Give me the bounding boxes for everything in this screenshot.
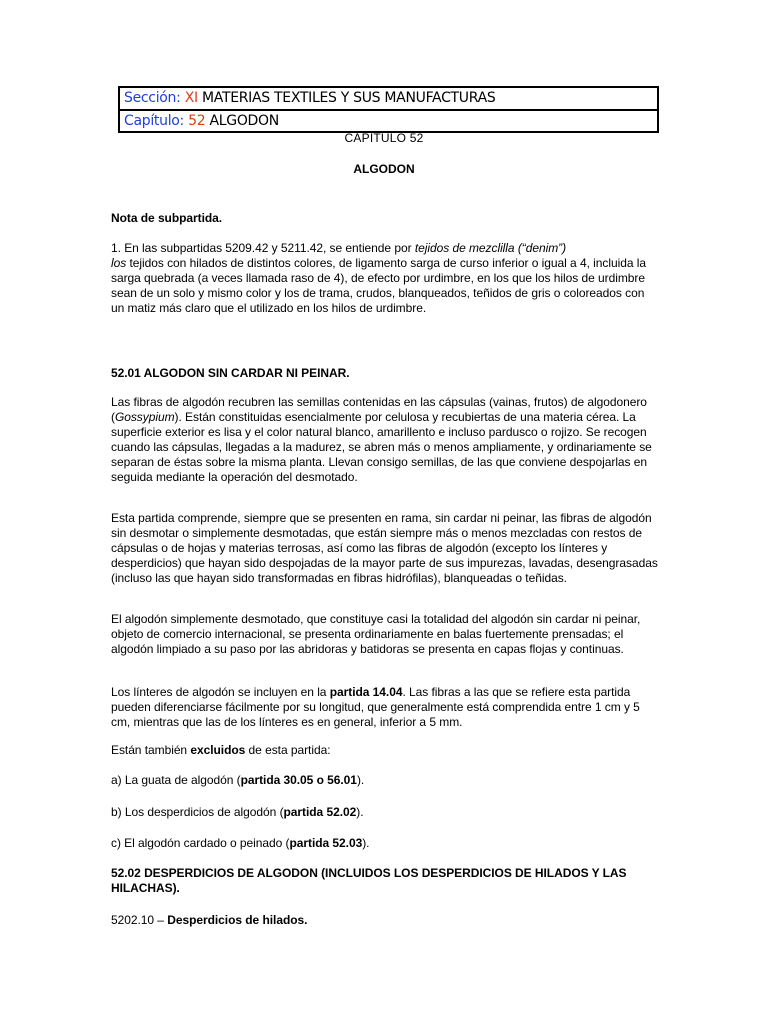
chapter-name-title: ALGODON (353, 162, 415, 176)
exclusion-item-b: b) Los desperdicios de algodón (partida 52.02). (111, 805, 364, 819)
capitulo-number: 52 (188, 113, 206, 129)
seccion-label: Sección: (124, 90, 181, 106)
exclusion-item-a: a) La guata de algodón (partida 30.05 o 56.01). (111, 773, 365, 787)
paragraph-5201-1: Las fibras de algodón recubren las semillas contenidas en las cápsulas (vainas, frutos) de algodonero (Gossypium). Están constituidas esencialmente por celulosa y recubiertas de una materia cérea. La superficie exterior es lisa y el color natural blanco, amarillento e incluso pardusco o rojizo. Se recogen cuando las cápsulas, llegadas a la madurez, se abren más o menos ampliamente, y ordinariamente se separan de éstas sobre la misma planta. Llevan consigo semillas, de las que conviene despojarlas en seguida mediante la operación del desmotado. (111, 395, 652, 485)
heading-5201: 52.01 ALGODON SIN CARDAR NI PEINAR. (111, 366, 350, 380)
nota-paragraph-1: 1. En las subpartidas 5209.42 y 5211.42, se entiende por tejidos de mezclilla (“denim”) los tejidos con hilados de distintos colores, de ligamento sarga de curso inferior o igual a 4, incluida la sarga quebrada (a veces llamada raso de 4), de efecto por urdimbre, en los que los hilos de urdimbre sean de un solo y mismo color y los de trama, crudos, blanqueados, teñidos de gris o coloreados con un matiz más claro que el utilizado en los hilos de urdimbre. (111, 241, 646, 316)
paragraph-5201-exclusions-intro: Están también excluidos de esta partida: (111, 743, 331, 757)
capitulo-row (120, 109, 657, 131)
seccion-title: MATERIAS TEXTILES Y SUS MANUFACTURAS (201, 90, 496, 106)
paragraph-5201-2: Esta partida comprende, siempre que se presenten en rama, sin cardar ni peinar, las fibras de algodón sin desmotar o simplemente desmotadas, que están siempre más o menos mezcladas con restos de cápsulas o de hojas y materias terrosas, así como las fibras de algodón (excepto los línteres y desperdicios) que hayan sido despojadas de la mayor parte de sus impurezas, lavadas, desengrasadas (incluso las que hayan sido transformadas en fibras hidrófilas), blanqueadas o teñidas. (111, 511, 658, 586)
seccion-row (120, 88, 657, 109)
header-table (118, 86, 659, 133)
seccion-number: XI (184, 90, 198, 106)
nota-heading: Nota de subpartida. (111, 211, 223, 225)
chapter-number-title: CAPITULO 52 (344, 131, 424, 145)
paragraph-5201-3: El algodón simplemente desmotado, que constituye casi la totalidad del algodón sin cardar ni peinar, objeto de comercio internacional, se presenta ordinariamente en balas fuertemente prensadas; el algodón limpiado a su paso por las abridoras y batidoras se presenta en capas flojas y continuas. (111, 612, 641, 657)
capitulo-label: Capítulo: (124, 113, 184, 129)
paragraph-5201-4: Los línteres de algodón se incluyen en la partida 14.04. Las fibras a las que se refiere esta partida pueden diferenciarse fácilmente por su longitud, que generalmente está comprendida entre 1 cm y 5 cm, mientras que las de los línteres es en general, inferior a 5 mm. (111, 685, 640, 730)
heading-5202: 52.02 DESPERDICIOS DE ALGODON (INCLUIDOS LOS DESPERDICIOS DE HILADOS Y LAS HILACHAS). (111, 866, 627, 896)
capitulo-title: ALGODON (209, 113, 279, 129)
subheading-520210: 5202.10 – Desperdicios de hilados. (111, 913, 308, 927)
exclusion-item-c: c) El algodón cardado o peinado (partida 52.03). (111, 836, 370, 850)
